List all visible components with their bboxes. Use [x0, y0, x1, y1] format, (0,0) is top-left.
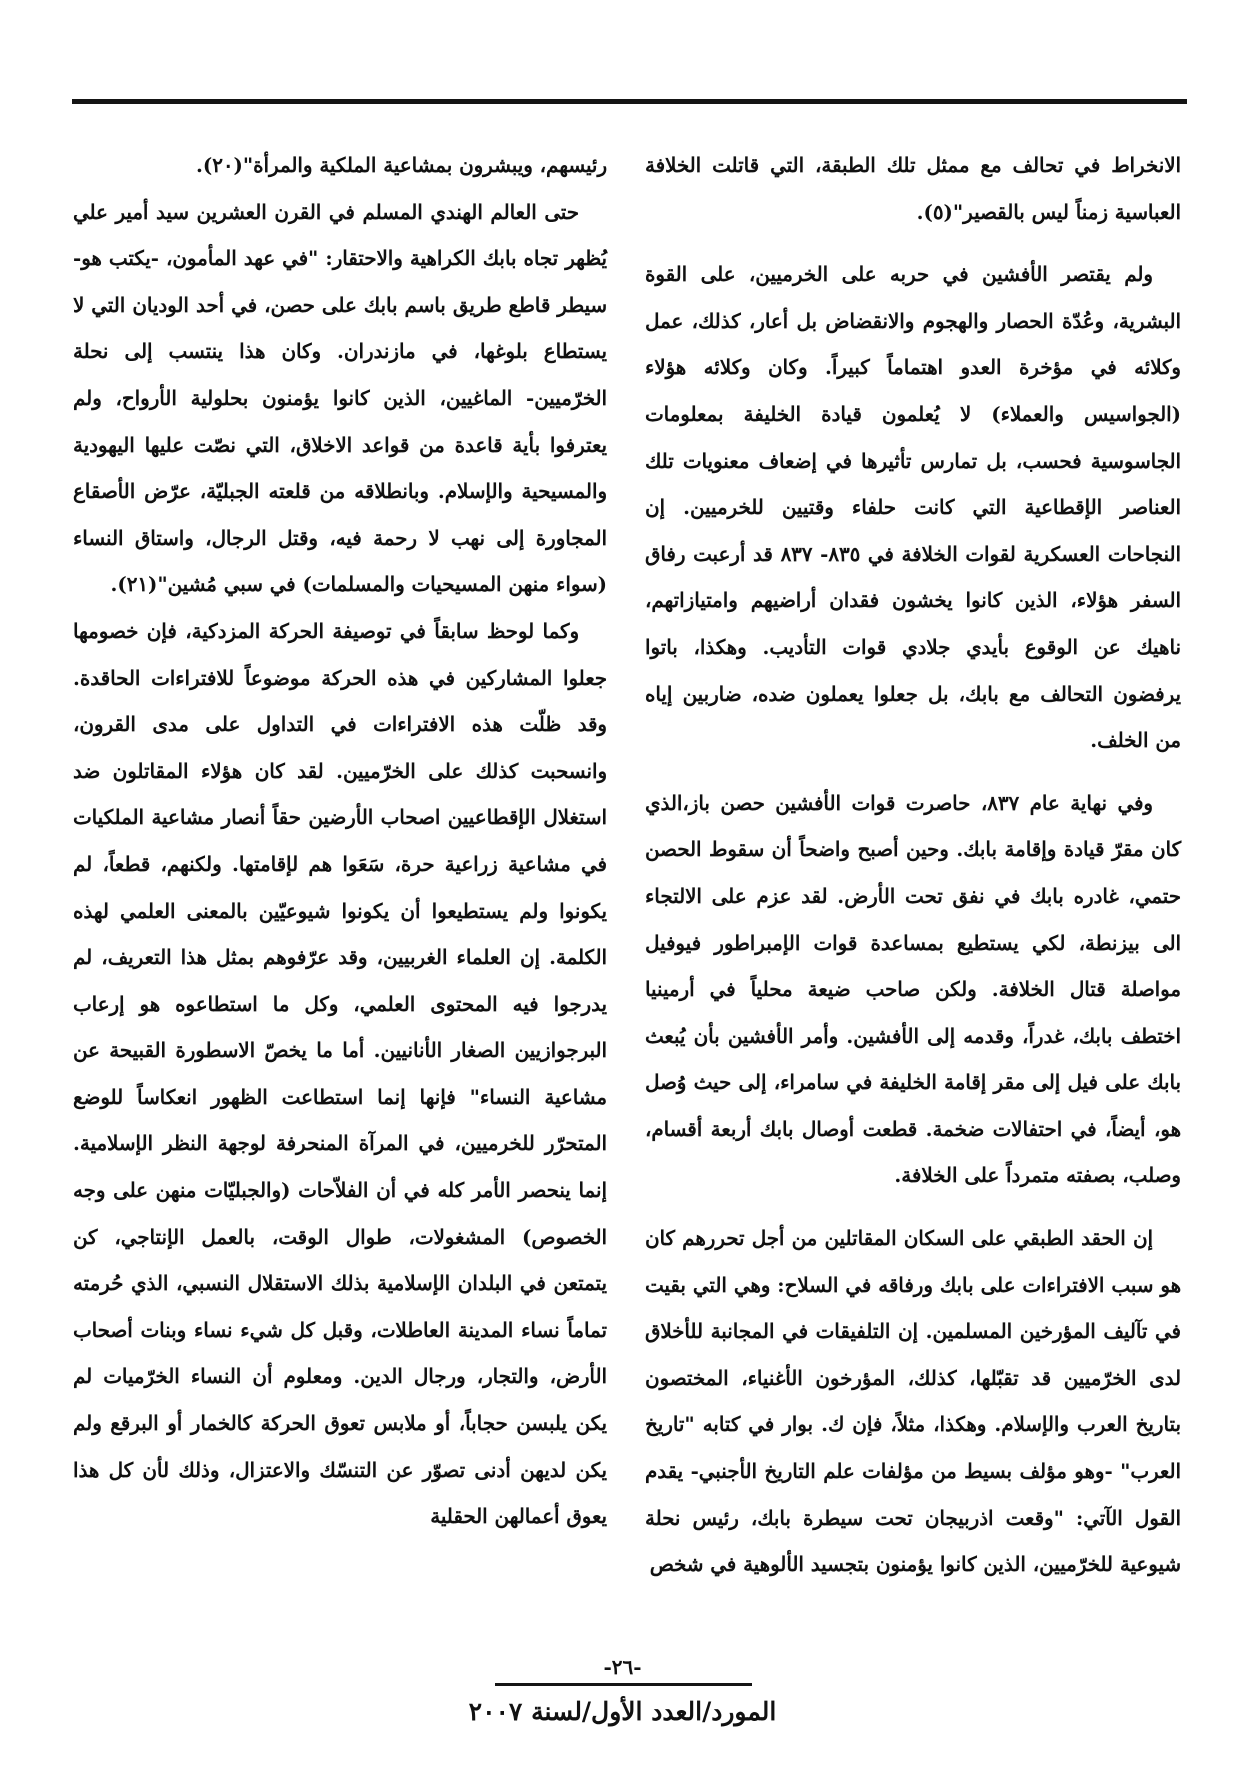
page-number: -٢٦-: [603, 1655, 642, 1679]
left-column: [73, 142, 607, 1540]
right-paragraph-1: الانخراط في تحالف مع ممثل تلك الطبقة، التي قاتلت الخلافة العباسية زمناً ليس بالقصير"(٥).: [645, 153, 1181, 224]
left-paragraph-2: حتى العالم الهندي المسلم في القرن العشرين سيد أمير علي يُظهر تجاه بابك الكراهية والاحتقار: "في عهد المأمون، -يكتب هو- سيطر قاطع طريق باسم بابك على حصن، في أحد الوديان التي لا يستطاع بلوغها، في مازندران. وكان هذا ينتسب إلى نحلة الخرّميين- الماغيين، الذين كانوا يؤمنون بحلولية الأرواح، ولم يعترفوا بأية قاعدة من قواعد الاخلاق، التي نصّت عليها اليهودية والمسيحية والإسلام. وبانطلاقه من قلعته الجبليّة، عرّض الأصقاع المجاورة إلى نهب لا رحمة فيه، وقتل الرجال، واستاق النساء (سواء منهن المسيحيات والمسلمات) في سبي مُشين"(٢١).: [73, 199, 607, 597]
right-column: [645, 142, 1181, 1588]
right-paragraph-3: وفي نهاية عام ٨٣٧، حاصرت قوات الأفشين حصن باز،الذي كان مقرّ قيادة وإقامة بابك. وحين أصبح واضحاً أن سقوط الحصن حتمي، غادره بابك في نفق تحت الأرض. لقد عزم على الالتجاء الى بيزنطة، لكي يستطيع بمساعدة قوات الإمبراطور فيوفيل مواصلة قتال الخلافة. ولكن صاحب ضيعة محلياً في أرمينيا اختطف بابك، غدراً، وقدمه إلى الأفشين. وأمر الأفشين بأن يُبعث بابك على فيل إلى مقر إقامة الخليفة في سامراء، إلى حيث وُصل هو، أيضاً، في احتفالات ضخمة. قطعت أوصال بابك أربعة أقسام، وصلب، بصفته متمرداً على الخلافة.: [645, 790, 1181, 1188]
footer-rule: [495, 1683, 752, 1686]
right-paragraph-4: إن الحقد الطبقي على السكان المقاتلين من أجل تحررهم كان هو سبب الافتراءات على بابك ورفاقه في السلاح: وهي التي بقيت في تآليف المؤرخين المسلمين. إن التلفيقات في المجانبة للأخلاق لدى الخرّميين قد تقبّلها، كذلك، المؤرخون الأغنياء، المختصون بتاريخ العرب والإسلام. وهكذا، مثلاً، فإن ك. بوار في كتابه "تاريخ العرب" -وهو مؤلف بسيط من مؤلفات علم التاريخ الأجنبي- يقدم القول الآتي: "وقعت اذربيجان تحت سيطرة بابك، رئيس نحلة شيوعية للخرّميين، الذين كانوا يؤمنون بتجسيد الألوهية في شخص: [645, 1226, 1181, 1577]
left-paragraph-1: رئيسهم، ويبشرون بمشاعية الملكية والمرأة"(٢٠).: [195, 153, 607, 177]
journal-footer: المورد/العدد الأول/لسنة ٢٠٠٧: [468, 1697, 777, 1726]
header-rule: [72, 99, 1187, 104]
left-paragraph-3: وكما لوحظ سابقاً في توصيفة الحركة المزدكية، فإن خصومها جعلوا المشاركين في هذه الحركة موضوعاً للافتراءات الحاقدة. وقد ظلّت هذه الافتراءات في التداول على مدى القرون، وانسحبت كذلك على الخرّميين. لقد كان هؤلاء المقاتلون ضد استغلال الإقطاعيين اصحاب الأرضين حقاً أنصار مشاعية الملكيات في مشاعية زراعية حرة، سَعَوا هم لإقامتها. ولكنهم، قطعاً، لم يكونوا ولم يستطيعوا أن يكونوا شيوعيّين بالمعنى العلمي لهذه الكلمة. إن العلماء الغربيين، وقد عرّفوهم بمثل هذا التعريف، لم يدرجوا فيه المحتوى العلمي، وكل ما استطاعوه هو إرعاب البرجوازيين الصغار الأنانيين. أما ما يخصّ الاسطورة القبيحة عن مشاعية النساء" فإنها إنما استطاعت الظهور انعكاساً للوضع المتحرّر للخرميين، في المرآة المنحرفة لوجهة النظر الإسلامية. إنما ينحصر الأمر كله في أن الفلاّحات (والجبليّات منهن على وجه الخصوص) المشغولات، طوال الوقت، بالعمل الإنتاجي، كن يتمتعن في البلدان الإسلامية بذلك الاستقلال النسبي، الذي حُرمته تماماً نساء المدينة العاطلات، وقبل كل شيء نساء وبنات أصحاب الأرض، والتجار، ورجال الدين. ومعلوم أن النساء الخرّميات لم يكن يلبسن حجاباً، أو ملابس تعوق الحركة كالخمار أو البرقع ولم يكن لديهن أدنى تصوّر عن التنسّك والاعتزال، وذلك لأن كل هذا يعوق أعمالهن الحقلية: [73, 618, 607, 1529]
right-paragraph-2: ولم يقتصر الأفشين في حربه على الخرميين، على القوة البشرية، وعُدّة الحصار والهجوم والانقضاض بل أعار، كذلك، عمل وكلائه في مؤخرة العدو اهتماماً كبيراً. وكان وكلائه هؤلاء (الجواسيس والعملاء) لا يُعلمون قيادة الخليفة بمعلومات الجاسوسية فحسب، بل تمارس تأثيرها في إضعاف معنويات تلك العناصر الإقطاعية التي كانت حلفاء وقتيين للخرميين. إن النجاحات العسكرية لقوات الخلافة في ٨٣٥- ٨٣٧ قد أرعبت رفاق السفر هؤلاء، الذين كانوا يخشون فقدان أراضيهم وامتيازاتهم، ناهيك عن الوقوع بأيدي جلادي قوات التأديب. وهكذا، باتوا يرفضون التحالف مع بابك، بل جعلوا يعملون ضده، ضاربين إياه من الخلف.: [645, 262, 1181, 753]
